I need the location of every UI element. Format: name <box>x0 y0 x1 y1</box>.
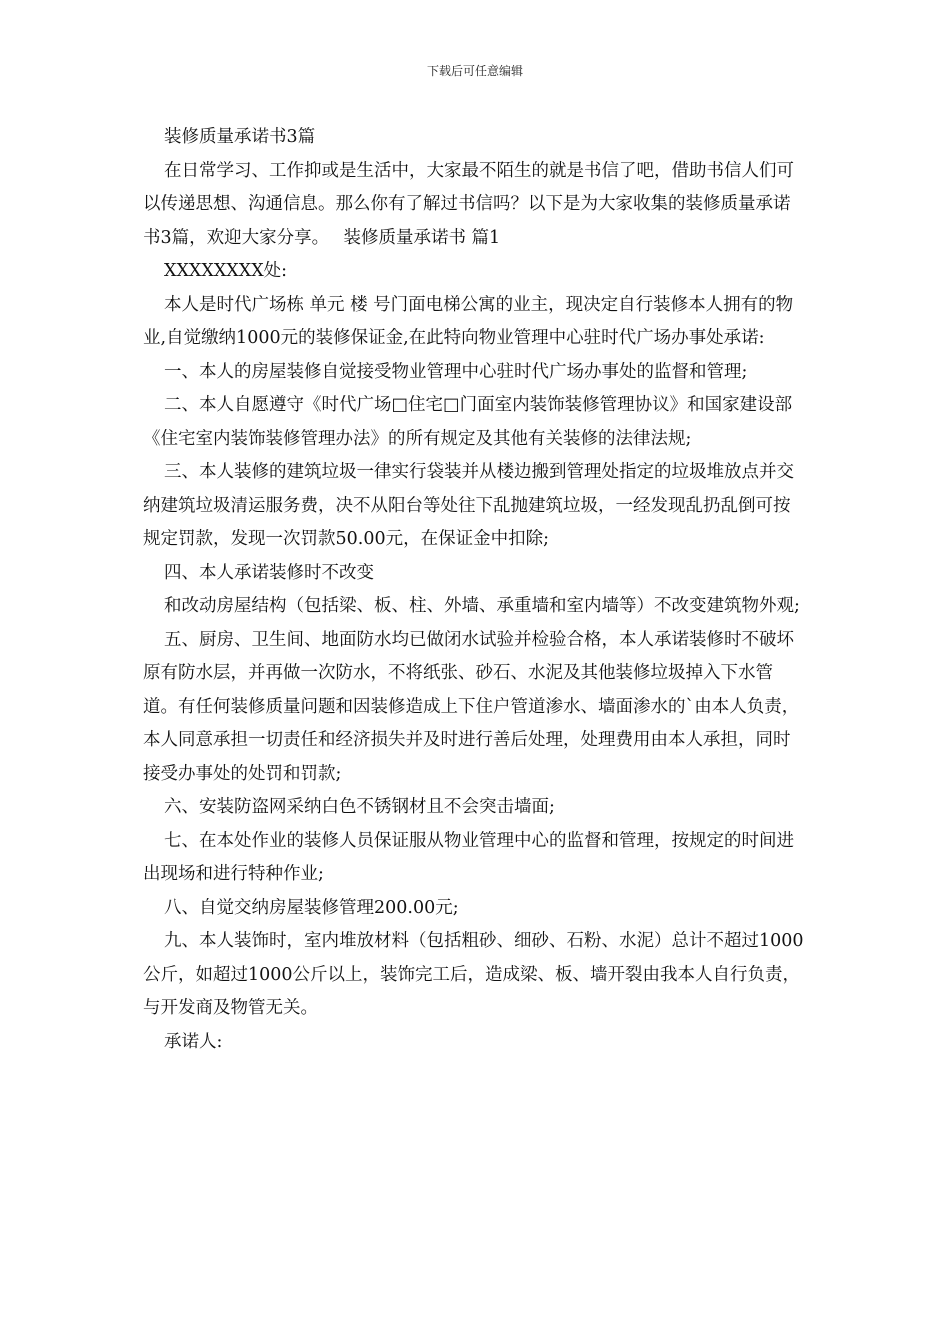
page-header: 下载后可任意编辑 <box>426 64 523 78</box>
item-9: 九、本人装饰时，室内堆放材料（包括粗砂、细砂、石粉、水泥）总计不超过1000公斤，如超过1000公斤以上，装饰完工后，造成梁、板、墙开裂由我本人自行负责，与开发商及物管无关。 <box>143 931 804 1018</box>
signature-line: 承诺人: <box>164 1031 223 1052</box>
item-8: 八、自觉交纳房屋装修管理200.00元; <box>164 897 459 918</box>
item-3: 三、本人装修的建筑垃圾一律实行袋装并从楼边搬到管理处指定的垃圾堆放点并交纳建筑垃圾清运服务费，决不从阳台等处往下乱抛建筑垃圾，一经发现乱扔乱倒可按规定罚款，发现一次罚款50.00元，在保证金中扣除; <box>143 462 794 549</box>
recipient-line: XXXXXXXX处: <box>164 261 288 281</box>
item-7: 七、在本处作业的装修人员保证服从物业管理中心的监督和管理，按规定的时间进出现场和进行特种作业; <box>143 830 794 884</box>
item-5: 五、厨房、卫生间、地面防水均已做闭水试验并检验合格，本人承诺装修时不破坏原有防水层，并再做一次防水，不将纸张、砂石、水泥及其他装修垃圾掉入下水管道。有任何装修质量问题和因装修造成上下住户管道渗水、墙面渗水的`由本人负责，本人同意承担一切责任和经济损失并及时进行善后处理，处理费用由本人承担，同时接受办事处的处罚和罚款; <box>143 629 800 784</box>
item-2: 二、本人自愿遵守《时代广场□住宅□门面室内装饰装修管理协议》和国家建设部《住宅室内装饰装修管理办法》的所有规定及其他有关装修的法律法规; <box>143 395 793 449</box>
document-body <box>143 121 807 1059</box>
item-4: 四、本人承诺装修时不改变 <box>164 562 374 583</box>
intro-paragraph: 在日常学习、工作抑或是生活中，大家最不陌生的就是书信了吧，借助书信人们可以传递思想、沟通信息。那么你有了解过书信吗？以下是为大家收集的装修质量承诺书3篇，欢迎大家分享。 装修质量承诺书 篇1 <box>143 160 794 248</box>
item-4-continued: 和改动房屋结构（包括梁、板、柱、外墙、承重墙和室内墙等）不改变建筑物外观; <box>164 596 800 616</box>
opening-paragraph: 本人是时代广场栋 单元 楼 号门面电梯公寓的业主，现决定自行装修本人拥有的物业,自觉缴纳1000元的装修保证金,在此特向物业管理中心驻时代广场办事处承诺: <box>143 294 794 348</box>
item-1: 一、本人的房屋装修自觉接受物业管理中心驻时代广场办事处的监督和管理; <box>164 361 748 382</box>
item-6: 六、安装防盗网采纳白色不锈钢材且不会突击墙面; <box>164 797 555 817</box>
document-title: 装修质量承诺书3篇 <box>164 127 316 147</box>
